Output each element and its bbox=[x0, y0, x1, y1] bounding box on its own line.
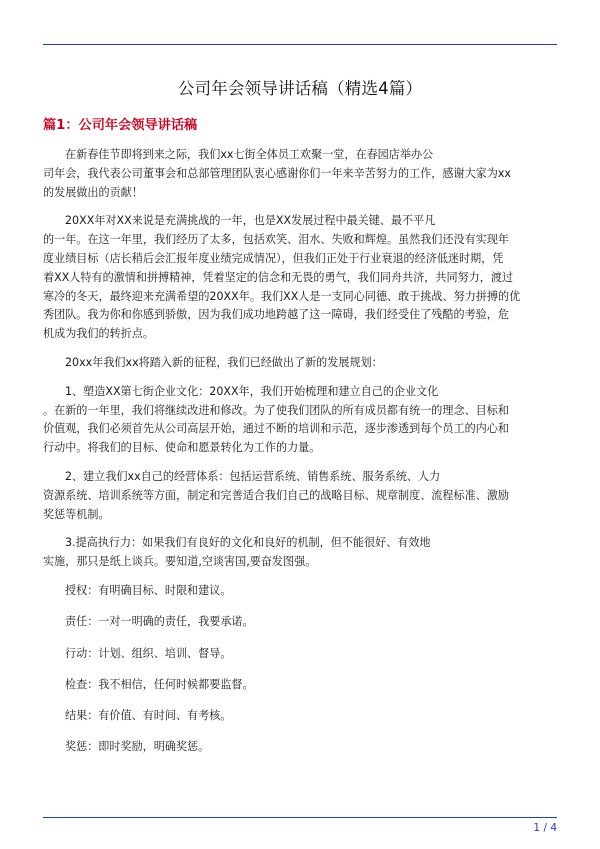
text-line: 行动中。将我们的目标、使命和愿景转化为工作的力量。 bbox=[43, 441, 321, 455]
text-line: 奖惩等机制。 bbox=[43, 507, 110, 521]
bottom-rule bbox=[43, 817, 557, 818]
paragraph-system bbox=[43, 468, 557, 524]
text-line: 资源系统、培训系统等方面，制定和完善适合我们自己的战略目标、规章制度、流程标准、激励 bbox=[43, 488, 509, 502]
text-line: 2、建立我们xx自己的经营体系：包括运营系统、销售系统、服务系统、人力 bbox=[65, 469, 441, 483]
page-indicator: 1 / 4 bbox=[533, 822, 557, 834]
text-line: 司年会，我代表公司董事会和总部管理团队衷心感谢你们一年来辛苦努力的工作，感谢大家为xx bbox=[43, 166, 511, 180]
text-line: 价值观，我们必须首先从公司高层开始，通过不断的培训和示范，逐步渗透到每个员工的内心和 bbox=[43, 422, 509, 436]
text-line: 在新春佳节即将到来之际，我们xx七街全体员工欢聚一堂，在春园店举办公 bbox=[65, 148, 434, 161]
document-body bbox=[43, 146, 557, 770]
text-line: 秀团队。我为你和你感到骄傲，因为我们成功地跨越了这一障碍，我们经受住了残酷的考验，危 bbox=[43, 308, 509, 322]
paragraph-new-plan bbox=[43, 354, 557, 373]
list-item-reward: 奖惩：即时奖励，明确奖惩。 bbox=[65, 740, 210, 754]
text-line: 1、塑造XX第七街企业文化：20XX年，我们开始梳理和建立自己的企业文化 bbox=[65, 384, 439, 398]
list-item-action: 行动：计划、组织、培训、督导。 bbox=[65, 646, 232, 660]
paragraph-year-review bbox=[43, 212, 557, 344]
paragraph-culture bbox=[43, 383, 557, 458]
text-line: 3.提高执行力：如果我们有良好的文化和良好的机制，但不能很好、有效地 bbox=[65, 536, 431, 550]
top-rule bbox=[43, 44, 557, 45]
paragraph-execution bbox=[43, 534, 557, 572]
text-line: 20XX年对XX来说是充满挑战的一年，也是XX发展过程中最关键、最不平凡 bbox=[65, 214, 436, 228]
list-item-result: 结果：有价值、有时间、有考核。 bbox=[65, 709, 232, 723]
text-line: 着XX人特有的激情和拼搏精神，凭着坚定的信念和无畏的勇气，我们同舟共济，共同努力，渡过 bbox=[43, 270, 514, 284]
text-line: 20xx年我们xx将踏入新的征程，我们已经做出了新的发展规划： bbox=[65, 355, 383, 369]
paragraph-opening bbox=[43, 146, 557, 202]
text-line: 的一年。在这一年里，我们经历了太多，包括欢笑、泪水、失败和辉煌。虽然我们还没有实现年 bbox=[43, 233, 509, 247]
text-line: 实施，那只是纸上谈兵。要知道,空谈害国,要奋发图强。 bbox=[43, 555, 317, 569]
list-item-inspection: 检查：我不相信，任何时候都要监督。 bbox=[65, 677, 254, 691]
text-line: 的发展做出的贡献！ bbox=[43, 185, 143, 199]
list-item-responsibility: 责任：一对一明确的责任，我要承诺。 bbox=[65, 615, 254, 629]
text-line: 寒冷的冬天，最终迎来充满希望的20XX年。我们XX人是一支同心同德、敢于挑战、努力拼搏的优 bbox=[43, 289, 521, 303]
text-line: 。在新的一年里，我们将继续改进和修改。为了使我们团队的所有成员都有统一的理念、目标和 bbox=[43, 403, 509, 417]
list-item-authorization: 授权：有明确目标、时限和建议。 bbox=[65, 583, 232, 597]
text-line: 机成为我们的转折点。 bbox=[43, 327, 154, 341]
document-title: 公司年会领导讲话稿（精选4篇） bbox=[177, 79, 423, 98]
text-line: 度业绩目标（店长稍后会汇报年度业绩完成情况），但我们正处于行业衰退的经济低迷时期，凭 bbox=[43, 251, 504, 265]
section-heading: 篇1：公司年会领导讲话稿 bbox=[43, 118, 198, 133]
